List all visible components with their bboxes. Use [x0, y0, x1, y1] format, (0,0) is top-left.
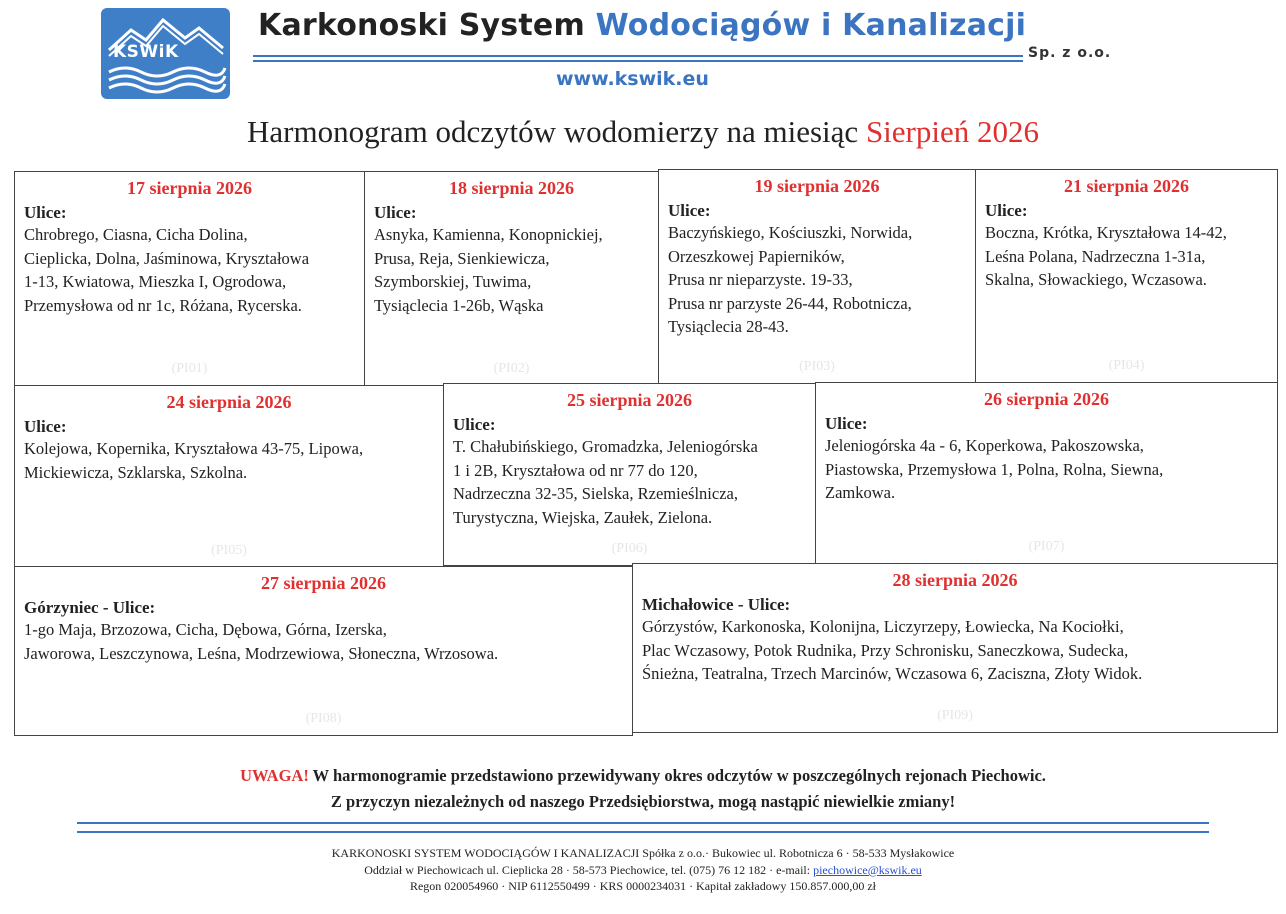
streets-line: Kolejowa, Kopernika, Kryształowa 43-75, Lipowa,: [24, 439, 364, 458]
streets-line: Górzystów, Karkonoska, Kolonijna, Liczyrzepy, Łowiecka, Na Kociołki,: [642, 617, 1124, 636]
streets-line: Jaworowa, Leszczynowa, Leśna, Modrzewiowa, Słoneczna, Wrzosowa.: [24, 643, 499, 663]
streets-list: [15, 437, 443, 484]
streets-list: [633, 615, 1277, 686]
logo-text: KSWiK: [113, 42, 179, 62]
streets-line: Orzeszkowej Papierników,: [668, 246, 845, 266]
streets-line: Zamkowa.: [825, 483, 896, 502]
streets-list: [816, 434, 1277, 505]
streets-label: Michałowice - Ulice:: [642, 595, 791, 614]
streets-line: Prusa nr nieparzyste. 19-33,: [668, 270, 853, 289]
streets-line: Śnieżna, Teatralna, Trzech Marcinów, Wczasowa 6, Zaciszna, Złoty Widok.: [642, 664, 1143, 683]
streets-line: Chrobrego, Ciasna, Cicha Dolina,: [24, 225, 248, 244]
region-code: (PI03): [799, 359, 835, 374]
streets-label: Ulice:: [453, 415, 496, 434]
streets-line: Asnyka, Kamienna, Konopnickiej,: [374, 225, 603, 244]
streets-line: Cieplicka, Dolna, Jaśminowa, Kryształowa: [24, 248, 310, 268]
region-code: (PI02): [493, 361, 530, 376]
company-name: [258, 8, 1026, 43]
schedule-cell-pi04: [975, 169, 1278, 383]
streets-line: Prusa, Reja, Sienkiewicza,: [374, 248, 550, 268]
streets-label: Ulice:: [985, 201, 1028, 220]
website-link[interactable]: www.kswik.eu: [556, 68, 709, 90]
streets-label: Ulice:: [24, 417, 67, 436]
legal-form: Sp. z o.o.: [1028, 45, 1112, 61]
streets-line: Jeleniogórska 4a - 6, Koperkowa, Pakoszowska,: [825, 436, 1144, 455]
company-name-part2: Wodociągów i Kanalizacji: [595, 8, 1027, 43]
schedule-date: 27 sierpnia 2026: [260, 573, 386, 593]
streets-line: Leśna Polana, Nadrzeczna 1-31a,: [985, 246, 1206, 266]
streets-line: Tysiąclecia 28-43.: [668, 317, 789, 336]
streets-line: 1-go Maja, Brzozowa, Cicha, Dębowa, Górna, Izerska,: [24, 620, 387, 639]
footer-address-line: KARKONOSKI SYSTEM WODOCIĄGÓW I KANALIZACJI Spółka z o.o.· Bukowiec ul. Robotnicza 6 · 58-533 Mysłakowice: [331, 846, 955, 860]
streets-line: Boczna, Krótka, Kryształowa 14-42,: [985, 223, 1227, 242]
footer-email-link[interactable]: piechowice@kswik.eu: [813, 863, 922, 877]
schedule-date: 24 sierpnia 2026: [166, 392, 292, 412]
region-code: (PI07): [1028, 539, 1065, 554]
streets-label: Ulice:: [825, 414, 868, 433]
streets-line: Mickiewicza, Szklarska, Szkolna.: [24, 462, 248, 482]
streets-line: Piastowska, Przemysłowa 1, Polna, Rolna, Siewna,: [825, 459, 1164, 479]
kswik-logo: [101, 8, 230, 99]
streets-list: [15, 618, 632, 665]
schedule-cell-pi07: [815, 382, 1278, 564]
schedule-cell-pi01: [14, 171, 365, 386]
streets-line: Prusa nr parzyste 26-44, Robotnicza,: [668, 293, 912, 313]
streets-label: Ulice:: [374, 203, 417, 222]
notice-warning: UWAGA!: [240, 766, 309, 785]
footer-registry-line: Regon 020054960 · NIP 6112550499 · KRS 0000234031 · Kapitał zakładowy 150.857.000,00 zł: [409, 879, 877, 893]
streets-label: Górzyniec - Ulice:: [24, 598, 156, 617]
region-code: (PI09): [937, 708, 973, 723]
streets-line: T. Chałubińskiego, Gromadzka, Jeleniogórska: [453, 437, 758, 456]
footer-branch-text: Oddział w Piechowicach ul. Cieplicka 28 · 58-573 Piechowice, tel. (075) 76 12 182 · e-mail:: [364, 863, 811, 877]
header-rule-bottom: [253, 60, 1023, 62]
streets-list: [444, 435, 815, 529]
schedule-cell-pi05: [14, 385, 444, 568]
streets-line: 1 i 2B, Kryształowa od nr 77 do 120,: [453, 460, 698, 480]
notice-text-1: W harmonogramie przedstawiono przewidywany okres odczytów w poszczególnych rejonach Piechowic.: [312, 766, 1046, 785]
streets-list: [659, 221, 975, 339]
company-name-part1: Karkonoski System: [258, 8, 585, 43]
schedule-date: 28 sierpnia 2026: [892, 570, 1018, 590]
streets-line: Przemysłowa od nr 1c, Różana, Rycerska.: [24, 295, 302, 315]
streets-line: Szymborskiej, Tuwima,: [374, 272, 532, 291]
region-code: (PI05): [211, 543, 247, 558]
streets-line: Skalna, Słowackiego, Wczasowa.: [985, 270, 1207, 289]
schedule-cell-pi03: [658, 169, 976, 384]
streets-line: Baczyńskiego, Kościuszki, Norwida,: [668, 223, 913, 242]
schedule-date: 17 sierpnia 2026: [126, 178, 252, 198]
header-rule-top: [253, 55, 1023, 57]
streets-line: 1-13, Kwiatowa, Mieszka I, Ogrodowa,: [24, 272, 287, 291]
streets-line: Plac Wczasowy, Potok Rudnika, Przy Schronisku, Saneczkowa, Sudecka,: [642, 640, 1129, 660]
notice-line-2: Z przyczyn niezależnych od naszego Przedsiębiorstwa, mogą nastąpić niewielkie zmiany!: [330, 792, 956, 811]
streets-label: Ulice:: [668, 201, 711, 220]
streets-list: [15, 223, 364, 317]
footer-branch-line: [0, 863, 1286, 878]
streets-line: Turystyczna, Wiejska, Zaułek, Zielona.: [453, 507, 713, 527]
schedule-cell-pi08: [14, 566, 633, 736]
page-title: [0, 114, 1286, 150]
schedule-date: 18 sierpnia 2026: [448, 178, 574, 198]
page-title-text: Harmonogram odczytów wodomierzy na miesiąc: [246, 114, 859, 149]
page-title-month: Sierpień 2026: [865, 114, 1039, 149]
streets-label: Ulice:: [24, 203, 67, 222]
region-code: (PI04): [1108, 358, 1145, 373]
schedule-cell-pi09: [632, 563, 1278, 733]
streets-list: [976, 221, 1277, 292]
footer-rule-bottom: [77, 831, 1209, 833]
streets-line: Nadrzeczna 32-35, Sielska, Rzemieślnicza,: [453, 484, 738, 503]
schedule-cell-pi02: [364, 171, 659, 386]
schedule-date: 25 sierpnia 2026: [566, 390, 692, 410]
footer-rule-top: [77, 822, 1209, 824]
region-code: (PI01): [171, 361, 208, 376]
schedule-date: 21 sierpnia 2026: [1063, 176, 1189, 196]
streets-list: [365, 223, 658, 317]
region-code: (PI06): [611, 541, 648, 556]
streets-line: Tysiąclecia 1-26b, Wąska: [374, 295, 544, 315]
schedule-date: 26 sierpnia 2026: [983, 389, 1109, 409]
notice-line-1: [0, 766, 1286, 786]
schedule-cell-pi06: [443, 383, 816, 566]
region-code: (PI08): [305, 711, 342, 726]
schedule-date: 19 sierpnia 2026: [754, 176, 880, 196]
